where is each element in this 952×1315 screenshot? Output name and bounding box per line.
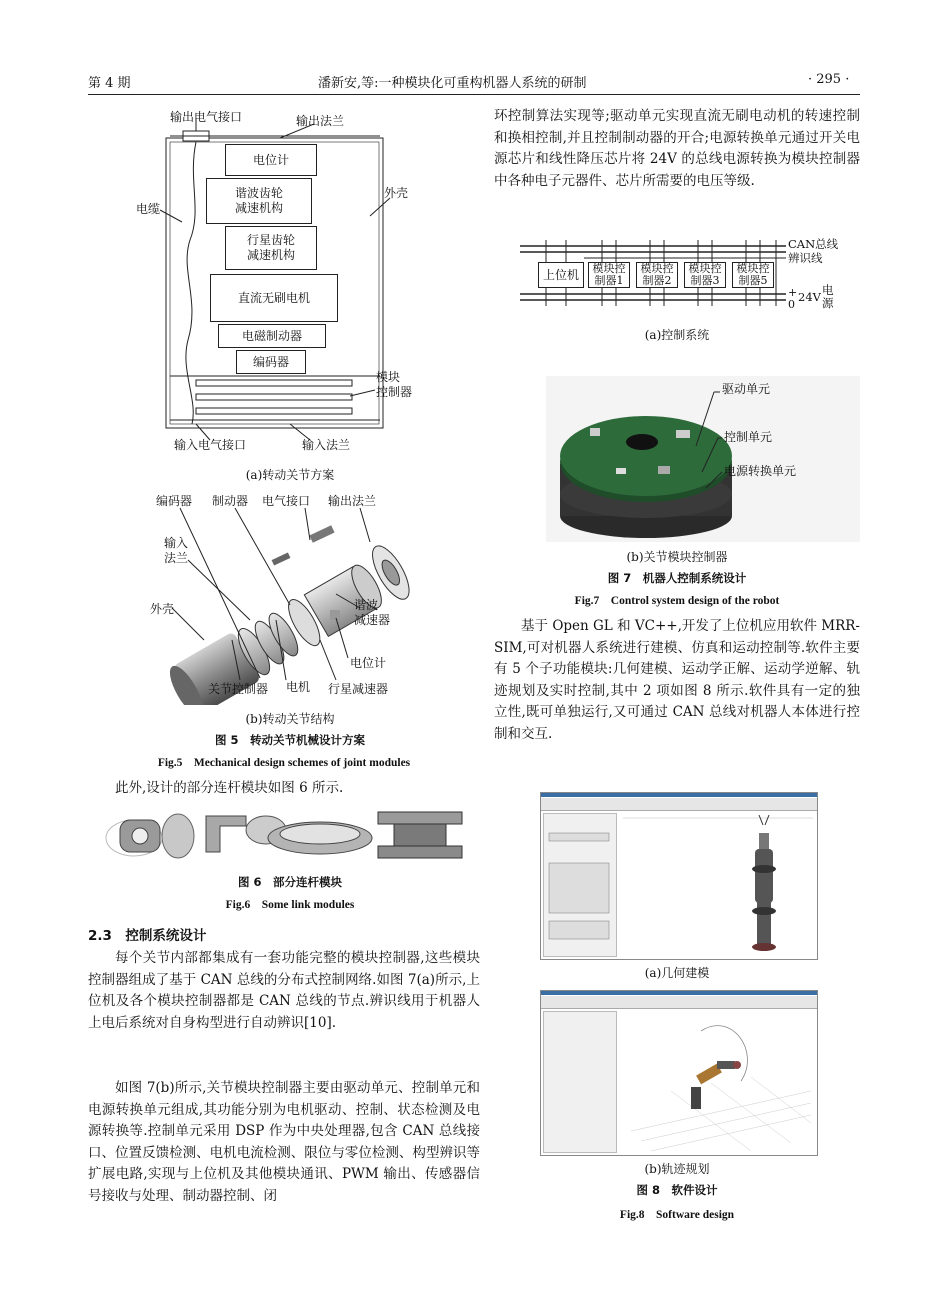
host-pc-box: 上位机 (538, 262, 584, 288)
fig7-caption-en: Fig.7 Control system design of the robot (574, 595, 780, 607)
section-heading-2-3: 2.3 控制系统设计 (88, 928, 207, 944)
fig5-caption-cn: 图 5 转动关节机械设计方案 (214, 733, 365, 747)
fig7a-diagram (516, 232, 856, 318)
paragraph-fig6-intro: 此外,设计的部分连杆模块如图 6 所示. (115, 780, 344, 796)
drive-unit-label: 驱动单元 (722, 382, 771, 396)
fig8a-caption: (a)几何建模 (644, 966, 710, 980)
harmonic-reducer-box: 谐波齿轮 减速机构 (206, 178, 312, 224)
em-brake-box: 电磁制动器 (218, 324, 326, 348)
fig5b-brake-label: 制动器 (212, 494, 249, 508)
fig5b-encoder-label: 编码器 (156, 494, 193, 508)
fig5b-render (100, 490, 480, 705)
fig8-caption-en: Fig.8 Software design (619, 1209, 735, 1221)
fig7b-photo (546, 376, 860, 542)
fig5b-planetary-label: 行星减速器 (328, 682, 389, 696)
fig5a-caption: (a)转动关节方案 (245, 468, 335, 482)
fig7b-caption: (b)关节模块控制器 (626, 550, 728, 564)
left-paragraph-1: 每个关节内部都集成有一套功能完整的模块控制器,这些模块控制器组成了基于 CAN 总线的分布式控制网络.如图 7(a)所示,上位机及各个模块控制器都是 CAN 总线的节点.辨识线用于机器人上电后系统对自身构型进行自动辨识[10]. (88, 950, 480, 1031)
page-number: · 295 · (808, 72, 850, 87)
planetary-reducer-box: 行星齿轮 减速机构 (225, 226, 317, 270)
running-title: 潘新安,等:一种模块化可重构机器人系统的研制 (318, 76, 587, 91)
fig5b-out-flange-label: 输出法兰 (328, 494, 377, 508)
fig7a-caption: (a)控制系统 (644, 328, 710, 342)
in-flange-label: 输入法兰 (302, 438, 351, 452)
fig5b-shell-label: 外壳 (150, 602, 175, 616)
fig5-caption-en: Fig.5 Mechanical design schemes of joint modules (157, 757, 411, 769)
fig5a-diagram (100, 100, 480, 460)
power-source-label: 电 源 (822, 283, 834, 310)
power-unit-label: 电源转换单元 (724, 464, 797, 478)
in-elec-port-label: 输入电气接口 (174, 438, 247, 452)
fig6-link-modules (96, 802, 476, 864)
issue-number: 第 4 期 (88, 76, 131, 91)
fig5b-motor-label: 电机 (286, 680, 311, 694)
fig6-render (96, 802, 476, 864)
fig5b-joint-controller-label: 关节控制器 (208, 682, 269, 696)
module-controller-2-box: 模块控 制器2 (636, 262, 678, 288)
out-flange-label: 输出法兰 (296, 114, 345, 128)
fig5b-elec-port-label: 电气接口 (262, 494, 311, 508)
power-plus-label: + (788, 286, 798, 299)
fig8b-caption: (b)轨迹规划 (644, 1162, 710, 1176)
fig7b-pcb-illustration (546, 376, 860, 542)
power-zero-label: 0 (788, 298, 795, 311)
fig8b-trajectory-render (541, 991, 817, 1155)
potentiometer-box: 电位计 (225, 144, 317, 176)
right-paragraph-2: 基于 Open GL 和 VC++,开发了上位机应用软件 MRR-SIM,可对机器人系统进行建模、仿真和运动控制等.软件主要有 5 个子功能模块:几何建模、运动学正解、运动学逆解、轨迹规划及实时控制,其中 2 项如图 8 所示.软件具有一定的独立性,既可单独运行,又可通过 CAN 总线对机器人本体进行控制和交互. (494, 618, 860, 742)
fig8-caption-cn: 图 8 软件设计 (636, 1183, 718, 1197)
module-controller-label: 模块 控制器 (376, 370, 413, 399)
bldc-motor-box: 直流无刷电机 (210, 274, 338, 322)
fig5b-diagram (100, 490, 480, 705)
fig6-caption-cn: 图 6 部分连杆模块 (237, 875, 342, 889)
fig8b-screenshot (540, 990, 818, 1156)
fig8a-screenshot (540, 792, 818, 960)
fig6-caption-en: Fig.6 Some link modules (225, 899, 355, 911)
can-bus-label: CAN总线 (788, 237, 839, 251)
ident-line-label: 辨识线 (788, 251, 823, 265)
right-paragraph-1: 环控制算法实现等;驱动单元实现直流无刷电动机的转速控制和换相控制,并且控制制动器的开合;电源转换单元通过开关电源芯片和线性降压芯片将 24V 的总线电源转换为模块控制器中各种电子元器件、芯片所需要的电压等级. (494, 108, 860, 189)
header-rule (88, 94, 860, 95)
fig5b-in-flange-label: 输入 法兰 (164, 536, 189, 565)
cable-label: 电缆 (136, 202, 161, 216)
fig5b-caption: (b)转动关节结构 (245, 712, 335, 726)
module-controller-5-box: 模块控 制器5 (732, 262, 774, 288)
power-24v-label: 24V (798, 290, 821, 304)
module-controller-3-box: 模块控 制器3 (684, 262, 726, 288)
left-paragraph-2: 如图 7(b)所示,关节模块控制器主要由驱动单元、控制单元和电源转换单元组成,其功能分别为电机驱动、控制、状态检测及电源转换等.控制单元采用 DSP 作为中央处理器,包含 CAN 总线接口、位置反馈检测、电机电流检测、限位与零位检测、构型辨识等扩展电路,实现与上位机及其他模块通讯、PWM 输出、传感器信号接收与处理、制动器控制、闭 (88, 1080, 480, 1204)
out-elec-port-label: 输出电气接口 (170, 110, 243, 124)
encoder-box: 编码器 (236, 350, 306, 374)
shell-label: 外壳 (384, 186, 409, 200)
module-controller-1-box: 模块控 制器1 (588, 262, 630, 288)
fig8a-robot-render (541, 793, 817, 959)
fig5b-potentiometer-label: 电位计 (350, 656, 387, 670)
fig5b-harmonic-label: 谐波 减速器 (354, 598, 391, 627)
fig7-caption-cn: 图 7 机器人控制系统设计 (607, 571, 747, 585)
control-unit-label: 控制单元 (724, 430, 773, 444)
